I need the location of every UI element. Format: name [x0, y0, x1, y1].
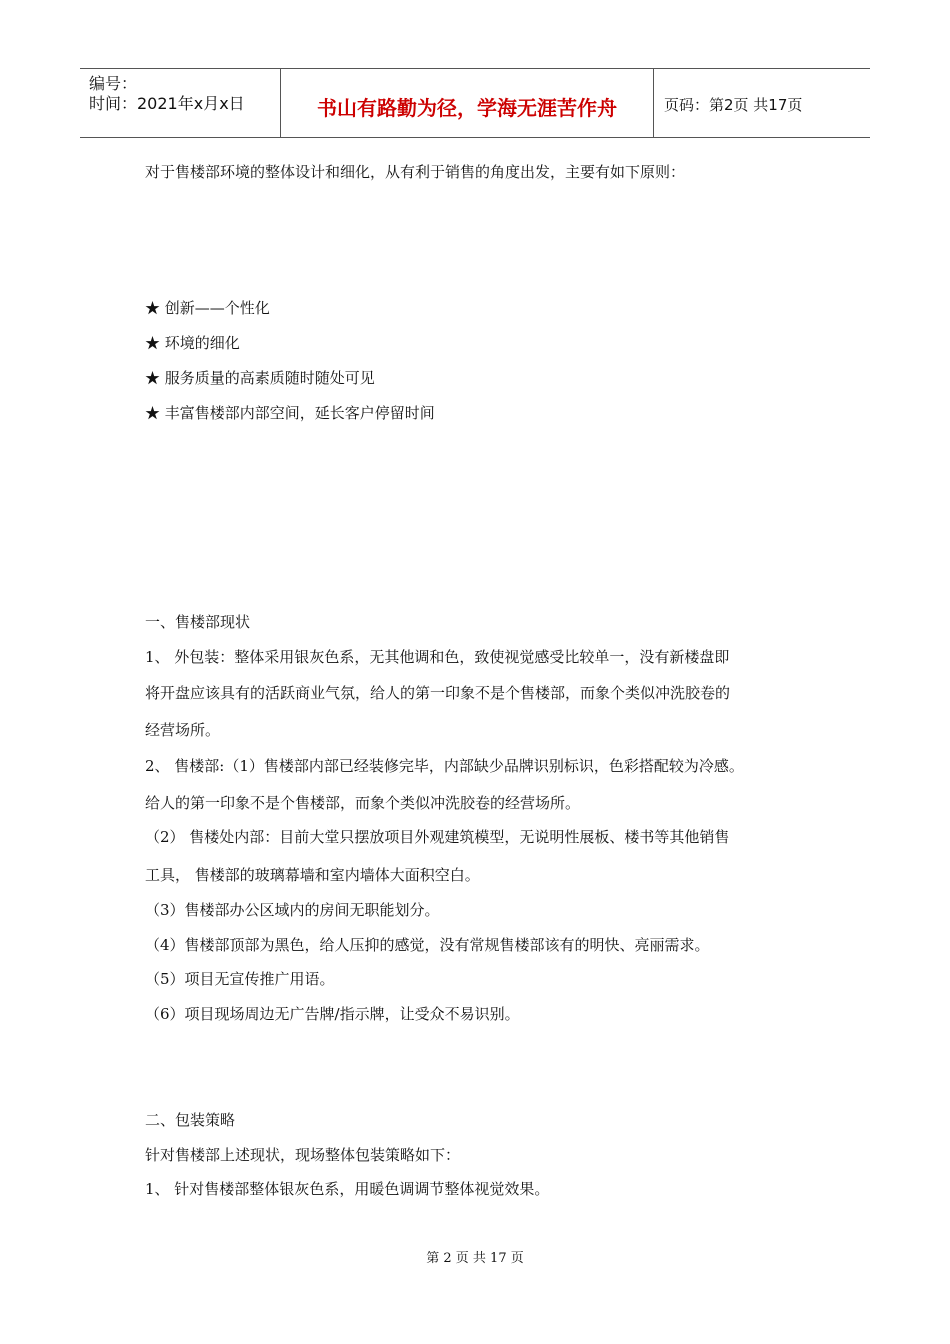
section1-line: （2） 售楼处内部：目前大堂只摆放项目外观建筑模型，无说明性展板、楼书等其他销售: [145, 828, 730, 846]
date-label: 时间：2021年x月x日: [89, 94, 245, 113]
section1-line: 给人的第一印象不是个售楼部，而象个类似冲洗胶卷的经营场所。: [145, 794, 581, 812]
page-header: [80, 68, 870, 138]
section1-title: 一、售楼部现状: [145, 613, 251, 631]
number-label: 编号：: [89, 74, 138, 93]
section1-line: （6）项目现场周边无广告牌/指示牌，让受众不易识别。: [145, 1005, 520, 1023]
section1-line: 2、 售楼部:（1）售楼部内部已经装修完毕，内部缺少品牌识别标识，色彩搭配较为冷感。: [145, 757, 744, 775]
principle-item: ★ 环境的细化: [145, 334, 240, 352]
section1-line: （5）项目无宣传推广用语。: [145, 970, 335, 988]
section1-line: 工具， 售楼部的玻璃幕墙和室内墙体大面积空白。: [145, 866, 480, 884]
motto: 书山有路勤为径，学海无涯苦作舟: [317, 96, 617, 120]
header-page-cell: [654, 69, 870, 137]
section2-line: 针对售楼部上述现状，现场整体包装策略如下：: [145, 1146, 461, 1164]
section2-title: 二、包装策略: [145, 1111, 236, 1129]
section1-line: 将开盘应该具有的活跃商业气氛，给人的第一印象不是个售楼部，而象个类似冲洗胶卷的: [145, 684, 731, 702]
section1-line: 经营场所。: [145, 721, 221, 739]
section2-line: 1、 针对售楼部整体银灰色系，用暖色调调节整体视觉效果。: [145, 1180, 550, 1198]
header-motto-cell: [281, 69, 654, 137]
principle-item: ★ 创新——个性化: [145, 299, 270, 317]
section1-line: 1、 外包装：整体采用银灰色系，无其他调和色，致使视觉感受比较单一，没有新楼盘即: [145, 648, 730, 666]
principle-item: ★ 丰富售楼部内部空间，延长客户停留时间: [145, 404, 435, 422]
page-footer: 第 2 页 共 17 页: [426, 1251, 524, 1266]
section1-line: （3）售楼部办公区域内的房间无职能划分。: [145, 901, 440, 919]
section1-line: （4）售楼部顶部为黑色，给人压抑的感觉，没有常规售楼部该有的明快、亮丽需求。: [145, 936, 710, 954]
principle-item: ★ 服务质量的高素质随时随处可见: [145, 369, 375, 387]
header-info-cell: [80, 69, 281, 137]
intro-paragraph: 对于售楼部环境的整体设计和细化，从有利于销售的角度出发，主要有如下原则：: [145, 163, 686, 181]
page-info: 页码：第2页 共17页: [664, 96, 803, 114]
